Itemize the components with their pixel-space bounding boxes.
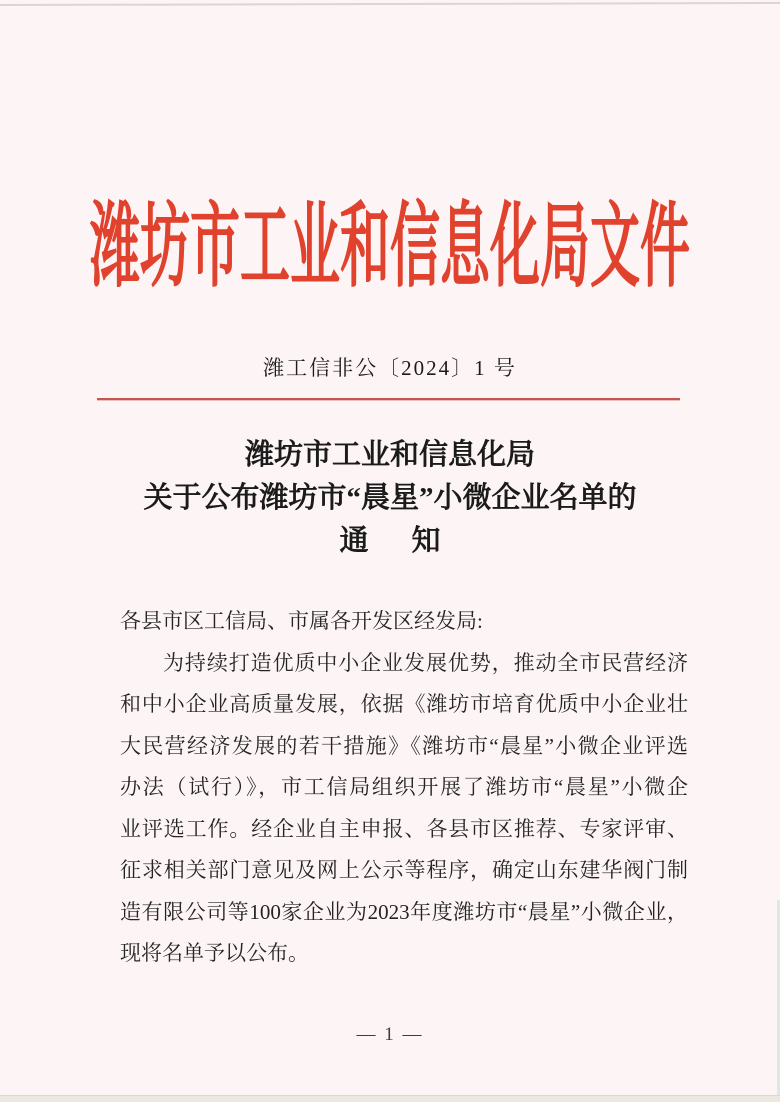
document-number: 潍工信非公〔2024〕1 号 xyxy=(263,356,517,380)
body-paragraph-line: 大民营经济发展的若干措施》《潍坊市“晨星”小微企业评选 xyxy=(120,733,688,758)
body-paragraph-line: 和中小企业高质量发展，依据《潍坊市培育优质中小企业壮 xyxy=(120,692,688,716)
title-line-3: 通 知 xyxy=(339,525,448,557)
scan-edge-top xyxy=(0,2,780,6)
red-letterhead-title: 潍坊市工业和信息化局文件 xyxy=(90,194,690,299)
body-paragraph-line: 为持续打造优质中小企业发展优势，推动全市民营经济 xyxy=(163,650,688,675)
red-divider-line xyxy=(97,398,680,400)
scan-edge-bottom xyxy=(0,1095,780,1102)
body-paragraph-line: 现将名单予以公布。 xyxy=(120,941,309,965)
body-paragraph-line: 造有限公司等100家企业为2023年度潍坊市“晨星”小微企业， xyxy=(120,899,688,924)
salutation-line: 各县市区工信局、市属各开发区经发局: xyxy=(120,609,483,633)
title-line-1: 潍坊市工业和信息化局 xyxy=(244,439,535,471)
page-number: — 1 — xyxy=(356,1024,424,1045)
title-line-2: 关于公布潍坊市“晨星”小微企业名单的 xyxy=(143,482,637,514)
body-paragraph-line: 办法（试行）》，市工信局组织开展了潍坊市“晨星”小微企 xyxy=(120,775,688,799)
document-body xyxy=(120,601,688,975)
document-title xyxy=(0,434,780,563)
body-paragraph-line: 征求相关部门意见及网上公示等程序，确定山东建华阀门制 xyxy=(120,858,688,882)
letterhead xyxy=(0,188,780,299)
body-paragraph-line: 业评选工作。经企业自主申报、各县市区推荐、专家评审、 xyxy=(120,816,688,841)
